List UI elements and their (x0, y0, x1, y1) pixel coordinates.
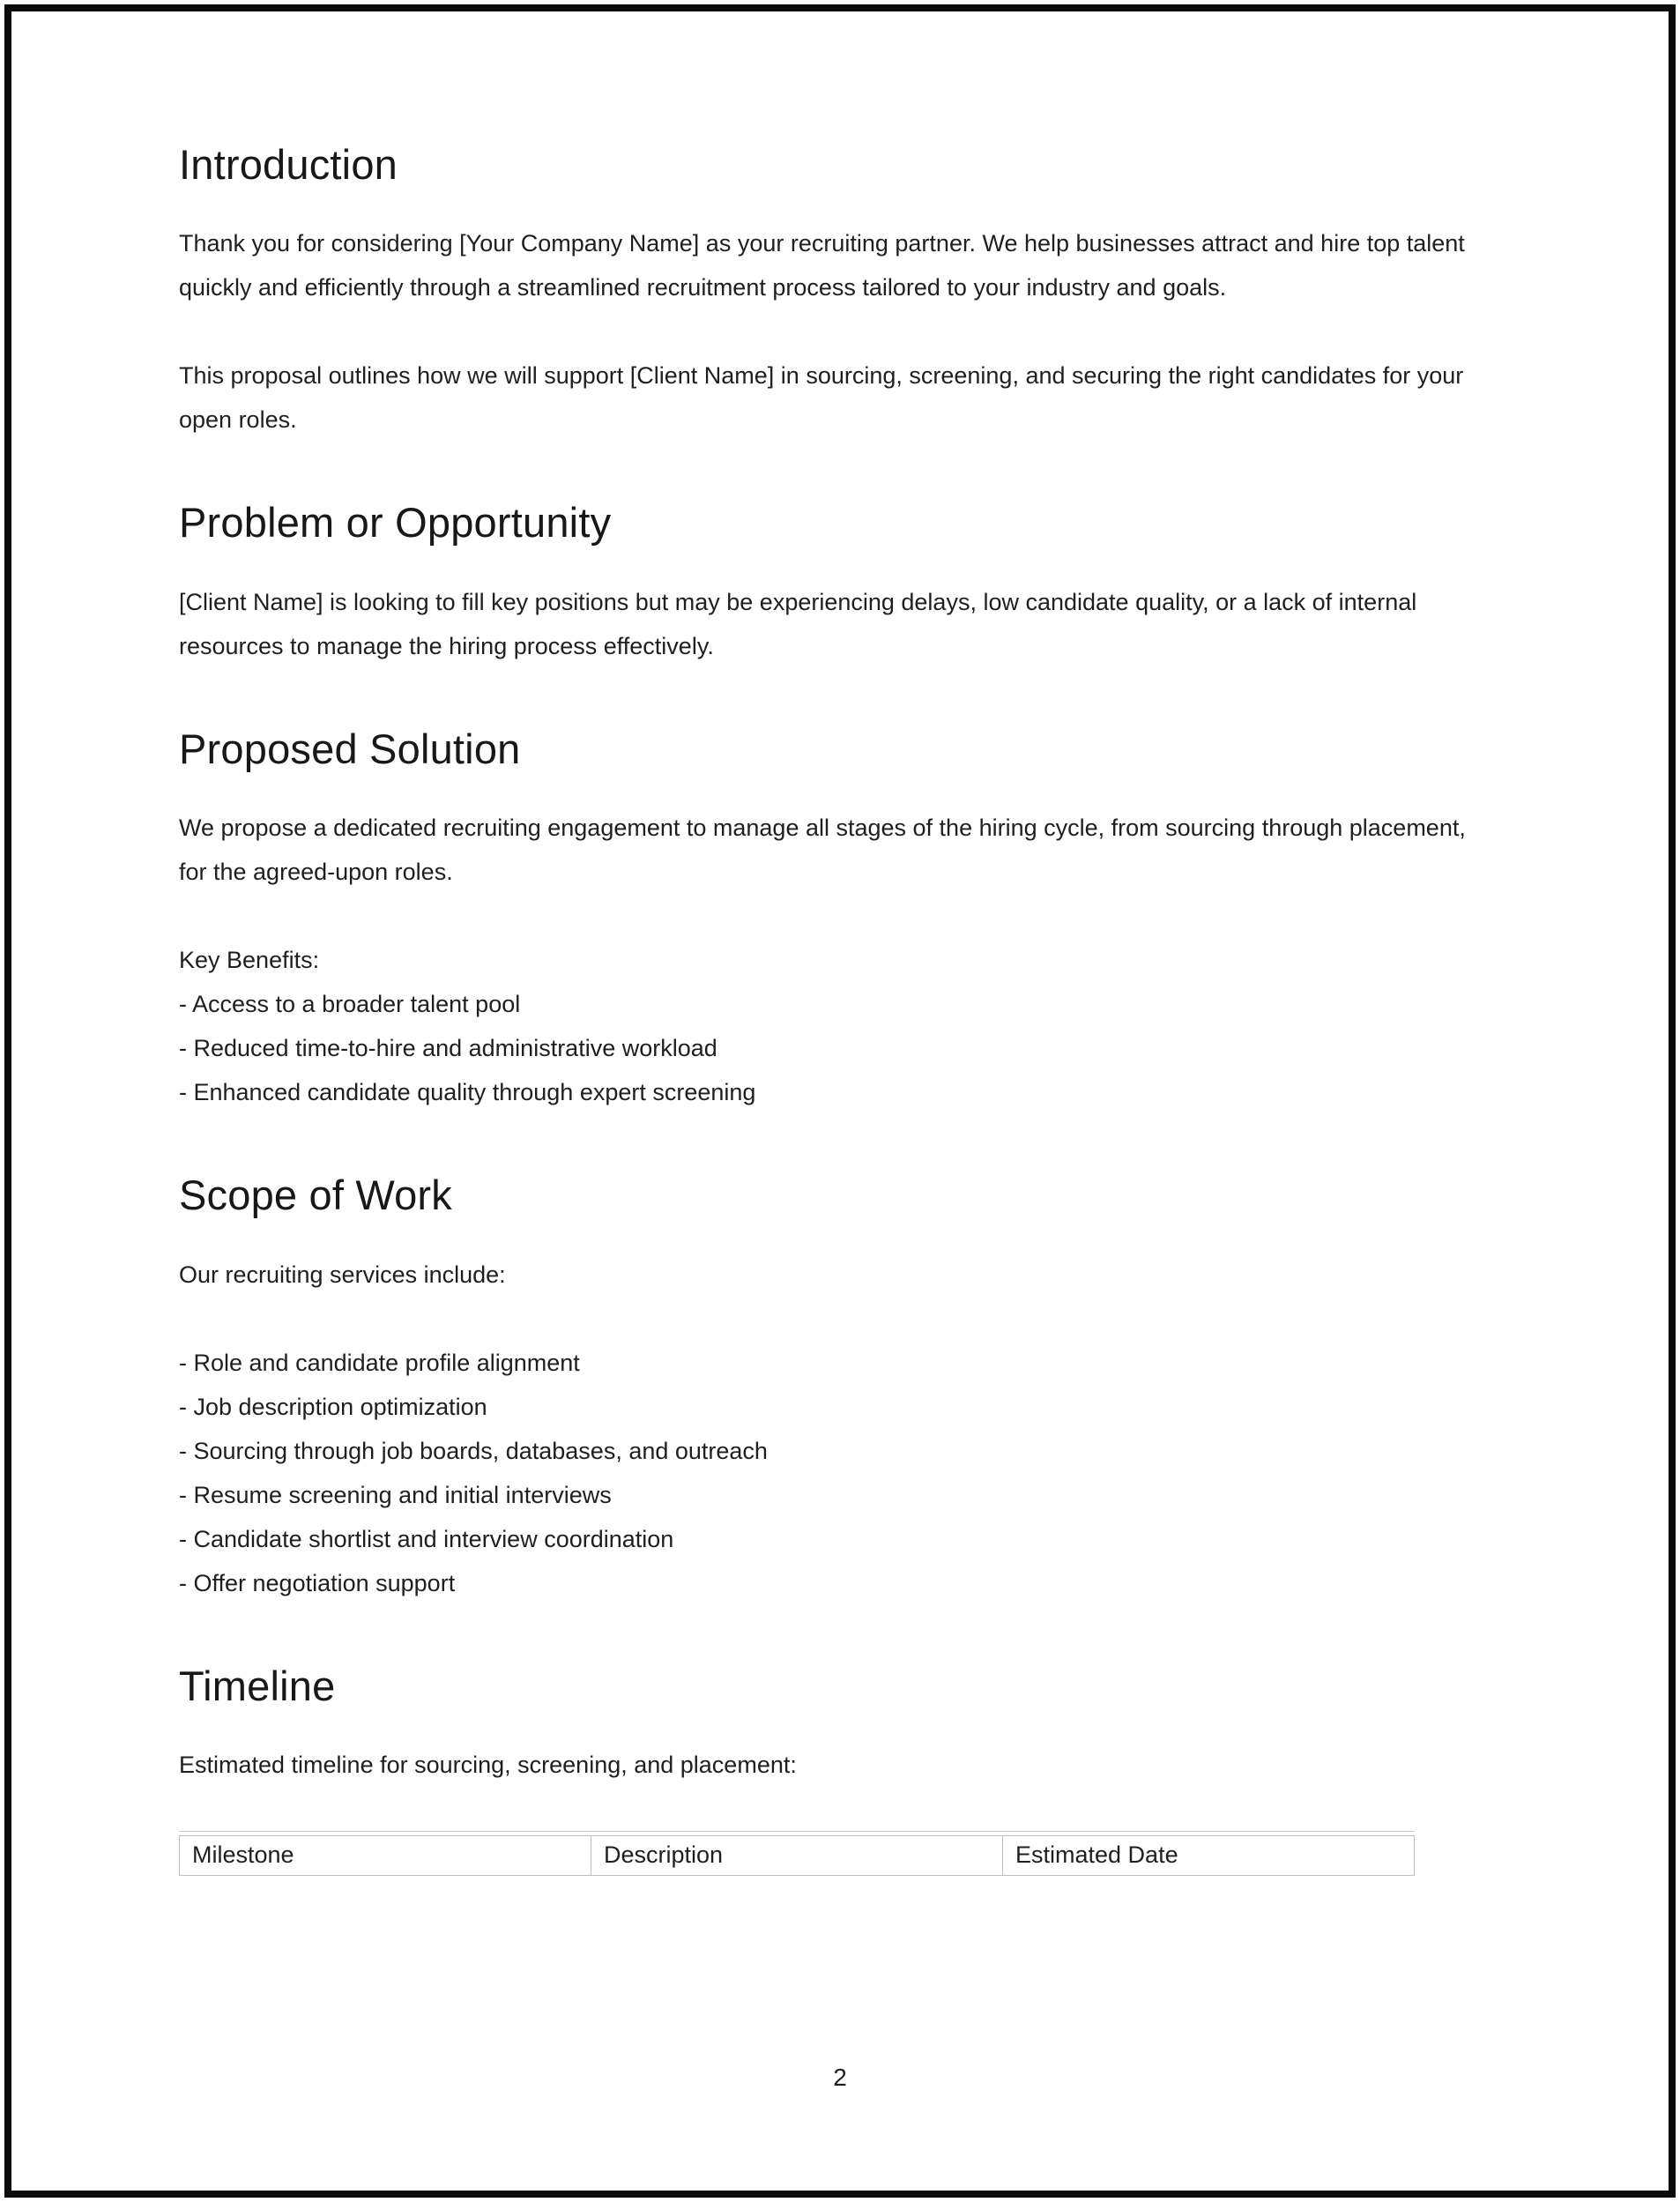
heading-scope-of-work: Scope of Work (179, 1172, 452, 1219)
document-content (11, 11, 1669, 1876)
paragraph-problem: [Client Name] is looking to fill key positions but may be experiencing delays, low candidate quality, or a lack of internal resources to manage the hiring process effectively. (179, 588, 1417, 659)
key-benefit-item: - Access to a broader talent pool (179, 991, 521, 1018)
paragraph-scope-intro: Our recruiting services include: (179, 1261, 506, 1288)
timeline-table-header-row (180, 1835, 1415, 1875)
heading-timeline: Timeline (179, 1662, 336, 1709)
scope-service-item: - Role and candidate profile alignment (179, 1349, 580, 1376)
scope-service-item: - Sourcing through job boards, databases, and outreach (179, 1437, 768, 1464)
key-benefit-item: - Enhanced candidate quality through expert screening (179, 1079, 756, 1106)
heading-proposed-solution: Proposed Solution (179, 725, 521, 772)
section-timeline (179, 1662, 1492, 1876)
table-header-milestone: Milestone (180, 1835, 591, 1875)
section-introduction (179, 140, 1492, 442)
heading-introduction: Introduction (179, 141, 398, 188)
scope-service-item: - Resume screening and initial interviews (179, 1481, 612, 1508)
section-scope-of-work (179, 1171, 1492, 1604)
scope-service-item: - Job description optimization (179, 1393, 487, 1420)
timeline-table (179, 1835, 1415, 1876)
page-number: 2 (833, 2064, 847, 2091)
section-proposed-solution (179, 725, 1492, 1114)
paragraph-intro-1: Thank you for considering [Your Company Name] as your recruiting partner. We help businesses attract and hire top talent quickly and efficiently through a streamlined recruitment process tailored to your industry and goals. (179, 230, 1465, 301)
key-benefits-title: Key Benefits: (179, 947, 320, 974)
paragraph-solution: We propose a dedicated recruiting engagement to manage all stages of the hiring cycle, from sourcing through placement, for the agreed-upon roles. (179, 815, 1466, 886)
table-top-rule (179, 1831, 1415, 1832)
section-problem-or-opportunity (179, 498, 1492, 667)
scope-service-item: - Candidate shortlist and interview coordination (179, 1525, 674, 1552)
table-header-estimated-date: Estimated Date (1003, 1835, 1415, 1875)
paragraph-intro-2: This proposal outlines how we will support [Client Name] in sourcing, screening, and securing the right candidates for your open roles. (179, 362, 1464, 434)
scope-service-item: - Offer negotiation support (179, 1569, 456, 1596)
paragraph-timeline-intro: Estimated timeline for sourcing, screening, and placement: (179, 1751, 797, 1778)
table-header-description: Description (591, 1835, 1003, 1875)
document-page (4, 4, 1676, 2198)
heading-problem-or-opportunity: Problem or Opportunity (179, 499, 612, 547)
scope-services-list (179, 1341, 1492, 1605)
key-benefit-item: - Reduced time-to-hire and administrative workload (179, 1035, 717, 1062)
key-benefits-list (179, 938, 1492, 1114)
